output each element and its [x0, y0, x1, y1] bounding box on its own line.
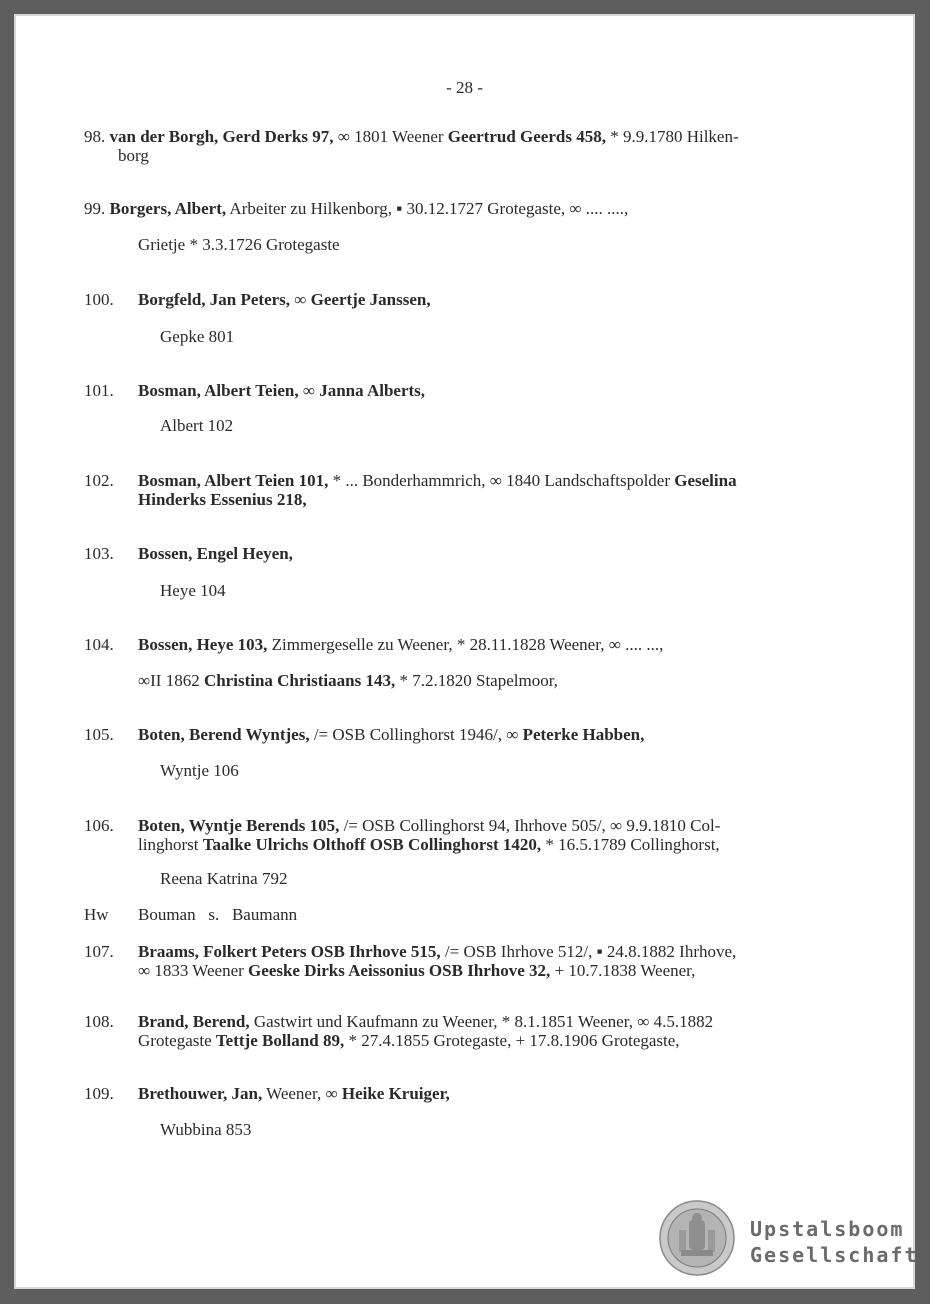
spouse-name: Geertrud Geerds 458,	[447, 127, 606, 146]
entry-text: Weener, ∞	[262, 1084, 342, 1103]
entry-name: Bosman, Albert Teien 101,	[138, 471, 329, 490]
entry-text: /= OSB Collinghorst 94, Ihrhove 505/, ∞ 9.9.1810 Col-	[339, 816, 721, 835]
spouse-name: Janna Alberts,	[319, 381, 426, 400]
entry-number: 105.	[84, 725, 114, 744]
entry-text: * 9.9.1780 Hilken-	[605, 127, 739, 146]
child-entry: Reena Katrina 792	[160, 869, 288, 888]
entry-number: 108.	[84, 1012, 114, 1031]
entry-text: Bouman s. Baumann	[138, 905, 298, 924]
entry-number: 106.	[84, 816, 114, 835]
entry-name: Brand, Berend,	[138, 1012, 250, 1031]
entry-text: ∞II 1862	[138, 671, 204, 690]
entry-text: * 16.5.1789 Collinghorst,	[541, 835, 720, 854]
child-entry: Wubbina 853	[160, 1120, 252, 1139]
entry-text: Zimmergeselle zu Weener, * 28.11.1828 Weener, ∞ .... ...,	[267, 635, 664, 654]
entry-text: * 7.2.1820 Stapelmoor,	[395, 671, 558, 690]
entry-name: Bosman, Albert Teien,	[138, 381, 299, 400]
brand-line-1: Upstalsboom	[750, 1217, 905, 1241]
spouse-name: Christina Christiaans 143,	[203, 671, 396, 690]
entry-text: ∞ 1833 Weener	[138, 961, 249, 980]
entry-name: Bossen, Heye 103,	[138, 635, 268, 654]
entry-text: Grotegaste	[138, 1031, 216, 1050]
entry-number: 101.	[84, 381, 114, 400]
entry-name: Borgers, Albert,	[109, 199, 227, 218]
spouse-name: Peterke Habben,	[522, 725, 645, 744]
entry-number: 102.	[84, 471, 114, 490]
entry-name: Brethouwer, Jan,	[138, 1084, 263, 1103]
entry-text: ∞ 1801 Weener	[333, 127, 448, 146]
entry-number: 100.	[84, 290, 114, 309]
entry-text: ∞	[290, 290, 311, 309]
entry-text: /= OSB Collinghorst 1946/, ∞	[309, 725, 523, 744]
entry-text: /= OSB Ihrhove 512/, ▪ 24.8.1882 Ihrhove,	[440, 942, 737, 961]
document-page	[14, 14, 919, 1289]
entry-number: 98.	[84, 127, 106, 146]
spouse-name: Geeske Dirks Aeissonius OSB Ihrhove 32,	[248, 961, 551, 980]
entry-text: linghorst	[138, 835, 203, 854]
seal-logo-icon	[659, 1200, 735, 1276]
spouse-name: Taalke Ulrichs Olthoff OSB Collinghorst 1420,	[202, 835, 542, 854]
entry-name: Borgfeld, Jan Peters,	[138, 290, 291, 309]
entry-number: 107.	[84, 942, 114, 961]
spouse-name: Hinderks Essenius 218,	[138, 490, 307, 509]
entry-name: Braams, Folkert Peters OSB Ihrhove 515,	[138, 942, 441, 961]
page-number: - 28 -	[446, 78, 483, 97]
entry-number: 99.	[84, 199, 106, 218]
entry-name: Bossen, Engel Heyen,	[138, 544, 293, 563]
brand-line-2: Gesellschaft	[750, 1243, 919, 1267]
child-entry: Heye 104	[160, 581, 226, 600]
entry-number: Hw	[84, 905, 109, 924]
entry-name: Boten, Wyntje Berends 105,	[138, 816, 340, 835]
child-entry: Wyntje 106	[160, 761, 239, 780]
child-entry: Gepke 801	[160, 327, 235, 346]
child-entry: Grietje * 3.3.1726 Grotegaste	[138, 235, 340, 254]
spouse-name: Heike Kruiger,	[341, 1084, 450, 1103]
entry-text: Arbeiter zu Hilkenborg, ▪ 30.12.1727 Grotegaste, ∞ .... ....,	[226, 199, 629, 218]
entry-number: 103.	[84, 544, 114, 563]
spouse-name: Geselina	[674, 471, 737, 490]
entry-text: borg	[118, 146, 149, 165]
spouse-name: Geertje Janssen,	[310, 290, 431, 309]
child-entry: Albert 102	[160, 416, 234, 435]
spouse-name: Tettje Bolland 89,	[215, 1031, 345, 1050]
entry-number: 109.	[84, 1084, 114, 1103]
entry-text: * ... Bonderhammrich, ∞ 1840 Landschaftspolder	[328, 471, 675, 490]
entry-text: Gastwirt und Kaufmann zu Weener, * 8.1.1851 Weener, ∞ 4.5.1882	[249, 1012, 714, 1031]
entry-number: 104.	[84, 635, 114, 654]
entry-name: Boten, Berend Wyntjes,	[138, 725, 310, 744]
entry-text: ∞	[298, 381, 320, 400]
entry-name: van der Borgh, Gerd Derks 97,	[109, 127, 334, 146]
entry-text: * 27.4.1855 Grotegaste, + 17.8.1906 Grotegaste,	[344, 1031, 680, 1050]
entry-text: + 10.7.1838 Weener,	[550, 961, 696, 980]
